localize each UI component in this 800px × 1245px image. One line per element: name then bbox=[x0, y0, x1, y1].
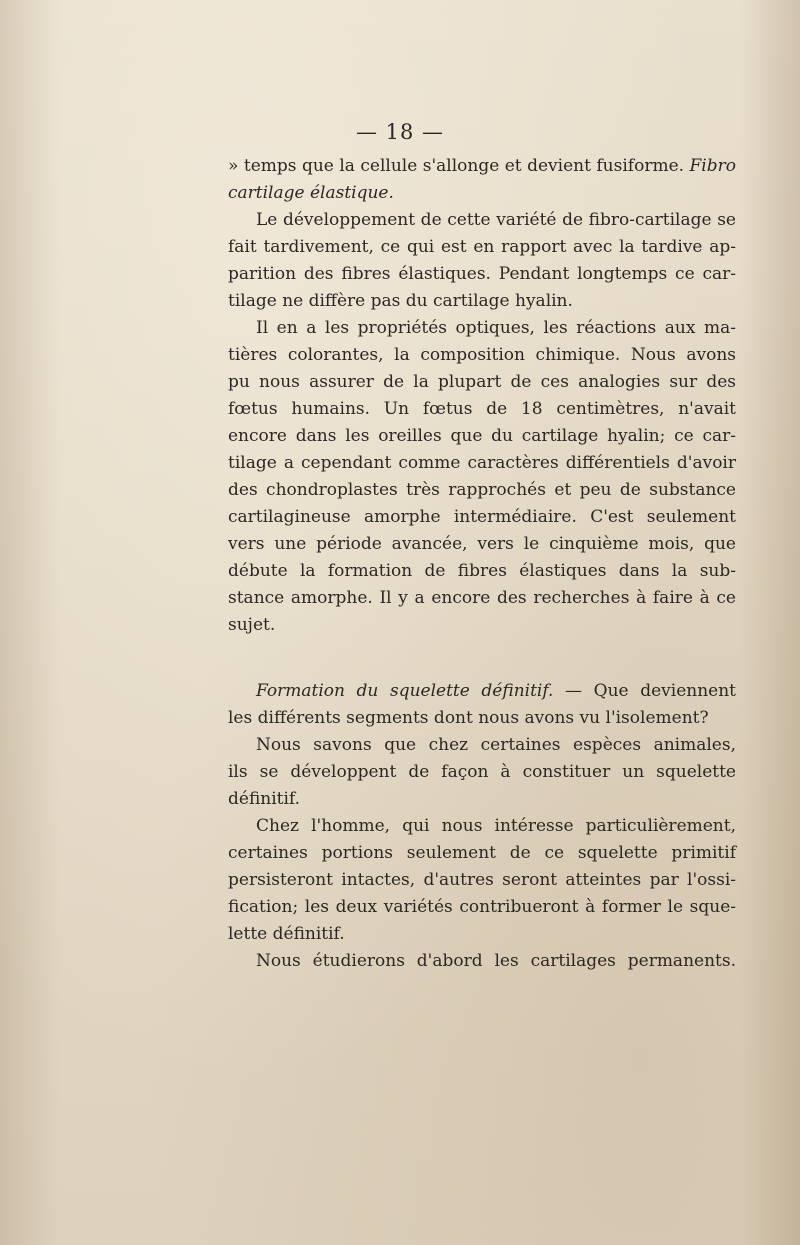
text-run: définitif. bbox=[228, 789, 301, 809]
text-run: Chez l'homme, qui nous intéresse particulièrement, bbox=[256, 816, 736, 836]
text-line bbox=[228, 786, 736, 813]
text-run: les différents segments dont nous avons vu l'isolement? bbox=[228, 708, 709, 728]
text-line bbox=[228, 342, 736, 369]
text-line bbox=[228, 813, 736, 840]
text-run: tilage ne diffère pas du cartilage hyalin. bbox=[228, 291, 573, 311]
text-run: fait tardivement, ce qui est en rapport avec la tardive ap- bbox=[228, 237, 736, 257]
text-line bbox=[228, 369, 736, 396]
text-line bbox=[228, 180, 736, 207]
text-run: des chondroplastes très rapprochés et peu de substance bbox=[228, 480, 736, 500]
text-run: parition des fibres élastiques. Pendant longtemps ce car- bbox=[228, 264, 736, 284]
text-line bbox=[228, 840, 736, 867]
text-line bbox=[228, 867, 736, 894]
text-run: tilage a cependant comme caractères différentiels d'avoir bbox=[228, 453, 736, 473]
text-line bbox=[228, 612, 736, 639]
text-line bbox=[228, 396, 736, 423]
text-run: ils se développent de façon à constituer un squelette bbox=[228, 762, 736, 782]
text-line bbox=[228, 288, 736, 315]
italic-text-run: cartilage élastique. bbox=[228, 183, 394, 203]
text-run: fication; les deux variétés contribueront à former le sque- bbox=[228, 897, 736, 917]
text-line bbox=[228, 732, 736, 759]
text-line bbox=[228, 558, 736, 585]
text-line bbox=[228, 423, 736, 450]
text-run: Il en a les propriétés optiques, les réactions aux ma- bbox=[256, 318, 736, 338]
text-line bbox=[228, 207, 736, 234]
text-line bbox=[228, 759, 736, 786]
text-run: débute la formation de fibres élastiques dans la sub- bbox=[228, 561, 736, 581]
text-run: — Que deviennent bbox=[553, 681, 736, 701]
text-line bbox=[228, 153, 736, 180]
text-line bbox=[228, 921, 736, 948]
italic-text-run: Fibro bbox=[689, 156, 736, 176]
text-line bbox=[228, 234, 736, 261]
paragraph-gap bbox=[228, 639, 736, 678]
page-right-shadow bbox=[740, 0, 800, 1245]
text-run: encore dans les oreilles que du cartilage hyalin; ce car- bbox=[228, 426, 736, 446]
text-run: cartilagineuse amorphe intermédiaire. C'est seulement bbox=[228, 507, 736, 527]
text-line bbox=[228, 678, 736, 705]
text-line bbox=[228, 261, 736, 288]
text-run: Nous étudierons d'abord les cartilages permanents. bbox=[256, 951, 736, 971]
text-run: certaines portions seulement de ce squelette primitif bbox=[228, 843, 736, 863]
text-line bbox=[228, 585, 736, 612]
text-line bbox=[228, 948, 736, 975]
text-run: stance amorphe. Il y a encore des recherches à faire à ce bbox=[228, 588, 736, 608]
text-line bbox=[228, 477, 736, 504]
text-line bbox=[228, 315, 736, 342]
text-line bbox=[228, 894, 736, 921]
text-line bbox=[228, 531, 736, 558]
text-run: tières colorantes, la composition chimique. Nous avons bbox=[228, 345, 736, 365]
text-run: fœtus humains. Un fœtus de 18 centimètres, n'avait bbox=[228, 399, 736, 419]
body-text bbox=[228, 153, 736, 975]
text-run: Nous savons que chez certaines espèces animales, bbox=[256, 735, 736, 755]
italic-text-run: Formation du squelette définitif. bbox=[256, 681, 554, 701]
text-run: » temps que la cellule s'allonge et devient fusiforme. bbox=[228, 156, 690, 176]
text-run: persisteront intactes, d'autres seront atteintes par l'ossi- bbox=[228, 870, 736, 890]
text-line bbox=[228, 705, 736, 732]
text-line bbox=[228, 504, 736, 531]
page-number: — 18 — bbox=[355, 120, 445, 144]
text-run: pu nous assurer de la plupart de ces analogies sur des bbox=[228, 372, 736, 392]
text-run: sujet. bbox=[228, 615, 276, 635]
text-run: lette définitif. bbox=[228, 924, 345, 944]
text-run: Le développement de cette variété de fibro-cartilage se bbox=[256, 210, 736, 230]
page-left-shadow bbox=[0, 0, 60, 1245]
text-line bbox=[228, 450, 736, 477]
text-run: vers une période avancée, vers le cinquième mois, que bbox=[228, 534, 736, 554]
